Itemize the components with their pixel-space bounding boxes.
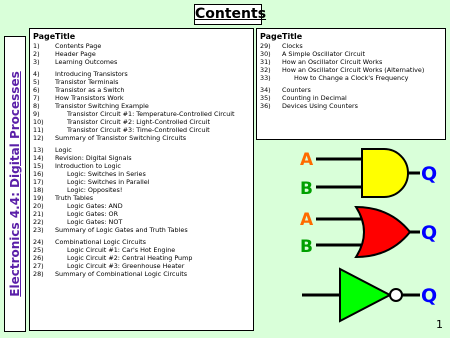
contents-item-title: Introducing Transistors [55, 70, 128, 78]
contents-item-title: Combinational Logic Circuits [55, 238, 146, 246]
contents-list-left [30, 42, 253, 278]
contents-item-page: 17) [33, 178, 44, 186]
contents-item [257, 42, 445, 50]
contents-item [30, 42, 253, 50]
contents-item [257, 102, 445, 110]
contents-item-title: Counting in Decimal [282, 94, 347, 102]
header-title: Title [55, 32, 76, 41]
contents-item-page: 34) [260, 86, 271, 94]
contents-item [30, 50, 253, 58]
contents-item-title: Revision: Digital Signals [55, 154, 132, 162]
contents-item-page: 2) [33, 50, 40, 58]
contents-item-title: Learning Outcomes [55, 58, 118, 66]
contents-panel-right [256, 28, 446, 140]
contents-item [30, 78, 253, 86]
contents-item-page: 36) [260, 102, 271, 110]
contents-item-page: 5) [33, 78, 40, 86]
contents-item [30, 118, 253, 126]
title-box [194, 4, 267, 25]
contents-item-page: 28) [33, 270, 44, 278]
contents-item [30, 218, 253, 226]
contents-item [30, 178, 253, 186]
contents-item-page: 6) [33, 86, 40, 94]
contents-item [30, 194, 253, 202]
contents-item-title: Introduction to Logic [55, 162, 121, 170]
side-title-box [4, 36, 26, 332]
contents-item-page: 24) [33, 238, 44, 246]
contents-item [30, 94, 253, 102]
not-output-label: Q [421, 285, 438, 307]
contents-item-page: 35) [260, 94, 271, 102]
contents-item-title: Summary of Logic Gates and Truth Tables [55, 226, 188, 234]
contents-item [30, 134, 253, 142]
contents-item [30, 70, 253, 78]
contents-panel-left [29, 28, 254, 331]
contents-item-title: A Simple Oscillator Circuit [282, 50, 366, 58]
contents-item-page: 19) [33, 194, 44, 202]
contents-item-page: 10) [33, 118, 44, 126]
page-title: Contents [195, 6, 267, 22]
contents-item [30, 262, 253, 270]
contents-item-title: Logic: Opposites! [67, 186, 123, 194]
contents-header [30, 29, 253, 42]
contents-item-title: Summary of Combinational Logic Circuits [55, 270, 188, 278]
contents-header [257, 29, 445, 42]
contents-item [30, 270, 253, 278]
contents-item [257, 50, 445, 58]
and-gate [300, 149, 437, 199]
not-gate [302, 269, 437, 321]
contents-item [30, 146, 253, 154]
contents-item-page: 7) [33, 94, 40, 102]
contents-item-title: Transistor Switching Example [55, 102, 149, 110]
contents-item [30, 86, 253, 94]
contents-item-title: How an Oscillator Circuit Works (Alternative) [282, 66, 425, 74]
contents-item [30, 58, 253, 66]
contents-item [30, 126, 253, 134]
contents-item-page: 14) [33, 154, 44, 162]
contents-item [30, 254, 253, 262]
contents-item-title: Contents Page [55, 42, 102, 50]
page-number: 1 [436, 318, 443, 331]
contents-item [257, 74, 445, 82]
contents-item-page: 1) [33, 42, 40, 50]
contents-item-title: Logic: Switches in Parallel [67, 178, 150, 186]
contents-item [30, 102, 253, 110]
contents-item-title: Transistor Circuit #1: Temperature-Controlled Circuit [67, 110, 235, 118]
contents-item-page: 30) [260, 50, 271, 58]
contents-item [30, 202, 253, 210]
logic-gates-illustration [300, 145, 440, 327]
or-output-label: Q [421, 222, 438, 244]
contents-item-page: 8) [33, 102, 40, 110]
or-gate [300, 207, 437, 257]
contents-item-title: Transistor Circuit #2: Light-Controlled Circuit [67, 118, 210, 126]
contents-item-title: Transistor as a Switch [55, 86, 125, 94]
contents-item-page: 29) [260, 42, 271, 50]
header-page: Page [33, 32, 56, 41]
and-input-a-label: A [300, 150, 314, 170]
contents-item-page: 11) [33, 126, 44, 134]
contents-item-title: Header Page [55, 50, 96, 58]
contents-item-page: 20) [33, 202, 44, 210]
contents-item [30, 210, 253, 218]
contents-item-title: Logic [55, 146, 72, 154]
contents-item-page: 31) [260, 58, 271, 66]
contents-item-title: Summary of Transistor Switching Circuits [55, 134, 187, 142]
contents-item-page: 21) [33, 210, 44, 218]
contents-item [257, 94, 445, 102]
contents-item-title: Logic Circuit #1: Car's Hot Engine [67, 246, 176, 254]
contents-item-title: Transistor Circuit #3: Time-Controlled Circuit [67, 126, 210, 134]
contents-item-page: 25) [33, 246, 44, 254]
contents-item-page: 15) [33, 162, 44, 170]
contents-item [30, 226, 253, 234]
contents-item-page: 32) [260, 66, 271, 74]
contents-item-title: Devices Using Counters [282, 102, 359, 110]
contents-item-page: 23) [33, 226, 44, 234]
contents-item-page: 33) [260, 74, 271, 82]
or-input-a-label: A [300, 210, 314, 230]
contents-item-page: 26) [33, 254, 44, 262]
contents-item [257, 66, 445, 74]
contents-item [30, 110, 253, 118]
contents-item-page: 3) [33, 58, 40, 66]
side-title: Electronics 4.4: Digital Processes [8, 71, 22, 297]
contents-item-page: 12) [33, 134, 44, 142]
contents-item [30, 186, 253, 194]
contents-item [257, 86, 445, 94]
contents-item-title: Counters [282, 86, 311, 94]
and-input-b-label: B [300, 179, 313, 199]
contents-item-page: 4) [33, 70, 40, 78]
or-input-b-label: B [300, 237, 313, 257]
contents-item-title: How an Oscillator Circuit Works [282, 58, 383, 66]
contents-item-title: Logic Circuit #2: Central Heating Pump [67, 254, 193, 262]
contents-item [30, 154, 253, 162]
contents-item-title: Truth Tables [55, 194, 94, 202]
contents-item-page: 22) [33, 218, 44, 226]
contents-item-title: Logic: Switches in Series [67, 170, 146, 178]
header-page: Page [260, 32, 283, 41]
contents-item [257, 58, 445, 66]
contents-item-page: 16) [33, 170, 44, 178]
contents-item-page: 18) [33, 186, 44, 194]
contents-item-page: 27) [33, 262, 44, 270]
contents-item [30, 246, 253, 254]
contents-item-page: 13) [33, 146, 44, 154]
contents-item-title: Clocks [282, 42, 303, 50]
contents-item-title: Logic Gates: NOT [67, 218, 123, 226]
contents-item [30, 238, 253, 246]
contents-item-page: 9) [33, 110, 40, 118]
contents-item-title: Logic Gates: OR [67, 210, 119, 218]
contents-item-title: How Transistors Work [55, 94, 124, 102]
contents-item-title: Transistor Terminals [55, 78, 119, 86]
header-title: Title [282, 32, 303, 41]
and-output-label: Q [421, 163, 438, 185]
contents-item-title: Logic Circuit #3: Greenhouse Heater [67, 262, 185, 270]
contents-item-title: How to Change a Clock's Frequency [294, 74, 409, 82]
contents-item [30, 170, 253, 178]
contents-list-right [257, 42, 445, 110]
contents-item-title: Logic Gates: AND [67, 202, 123, 210]
contents-item [30, 162, 253, 170]
